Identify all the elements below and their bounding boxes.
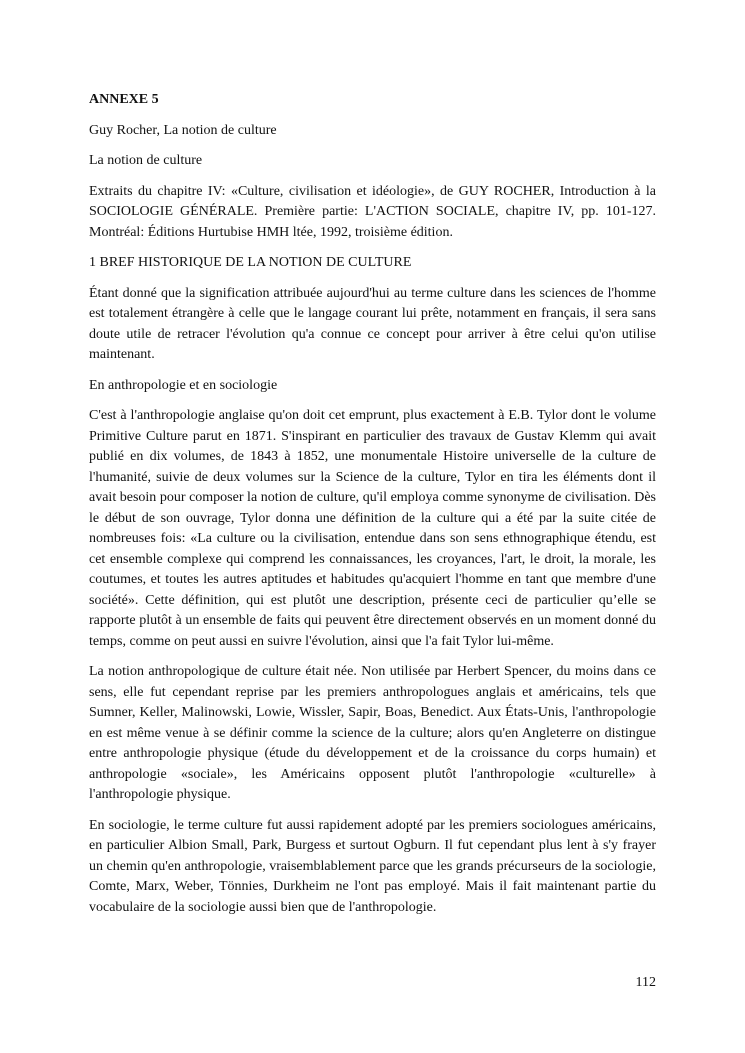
paragraph-anthropology: La notion anthropologique de culture était née. Non utilisée par Herbert Spencer, du moins dans ce sens, elle fut cependant reprise par les premiers anthropologues anglais et américains, tels que Sumner, Keller, Malinowski, Lowie, Wissler, Sapir, Boas, Benedict. Aux États-Unis, l'anthropologie en est même venue à se définir comme la science de la culture; alors qu'en Angleterre on distingue entre anthropologie physique (étude du développement et de la croissance du corps humain) et anthropologie «sociale», les Américains opposent plutôt l'anthropologie «culturelle» à l'anthropologie physique. xyxy=(89,664,656,802)
source-note: Extraits du chapitre IV: «Culture, civilisation et idéologie», de GUY ROCHER, Introduction à la SOCIOLOGIE GÉNÉRALE. Première partie: L'ACTION SOCIALE, chapitre IV, pp. 101-127. Montréal: Éditions Hurtubise HMH ltée, 1992, troisième édition. xyxy=(89,183,656,240)
paragraph-tylor: C'est à l'anthropologie anglaise qu'on doit cet emprunt, plus exactement à E.B. Tylor dont le volume Primitive Culture parut en 1871. S'inspirant en particulier des travaux de Gustav Klemm qui avait publié en dix volumes, de 1843 à 1852, une monumentale Histoire universelle de la culture de l'humanité, suivie de deux volumes sur la Science de la culture, Tylor en tira les éléments dont il avait besoin pour composer la notion de culture, qu'il employa comme synonyme de civilisation. Dès le début de son ouvrage, Tylor donna une définition de la culture qui a été par la suite citée de nombreuses fois: «La culture ou la civilisation, entendue dans son sens ethnographique étendu, est cet ensemble complexe qui comprend les connaissances, les croyances, l'art, le droit, la morale, les coutumes, et toutes les autres aptitudes et habitudes qu'acquiert l'homme en tant que membre d'une société». Cette définition, qui est plutôt une description, présente ceci de particulier qu’elle se rapporte plutôt à un ensemble de faits qui peuvent être directement observés en un moment donné du temps, comme on peut aussi en suivre l'évolution, ainsi que l'a fait Tylor lui-même. xyxy=(89,408,656,649)
subtitle: Guy Rocher, La notion de culture xyxy=(89,122,277,138)
paragraph-intro: Étant donné que la signification attribuée aujourd'hui au terme culture dans les sciences de l'homme est totalement étrangère à celle que le langage courant lui prête, notamment en français, il sera sans doute utile de retracer l'évolution qu'a connue ce concept pour arriver à être celui qu'on utilise maintenant. xyxy=(89,285,656,362)
section-title: La notion de culture xyxy=(89,153,203,168)
paragraph-sociology: En sociologie, le terme culture fut aussi rapidement adopté par les premiers sociologues américains, en particulier Albion Small, Park, Burgess et surtout Ogburn. Il fut cependant plus lent à s'y frayer un chemin qu'en anthropologie, vraisemblablement parce que les grands précurseurs de la sociologie, Comte, Marx, Weber, Tönnies, Durkheim ne l'ont pas employé. Mais il fait maintenant partie du vocabulaire de la sociologie aussi bien que de l'anthropologie. xyxy=(89,817,656,915)
annex-title: ANNEXE 5 xyxy=(89,92,159,107)
chapter-heading: 1 BREF HISTORIQUE DE LA NOTION DE CULTURE xyxy=(89,255,412,270)
page-number: 112 xyxy=(635,975,656,990)
document-page xyxy=(89,90,656,928)
subheading: En anthropologie et en sociologie xyxy=(89,377,278,393)
